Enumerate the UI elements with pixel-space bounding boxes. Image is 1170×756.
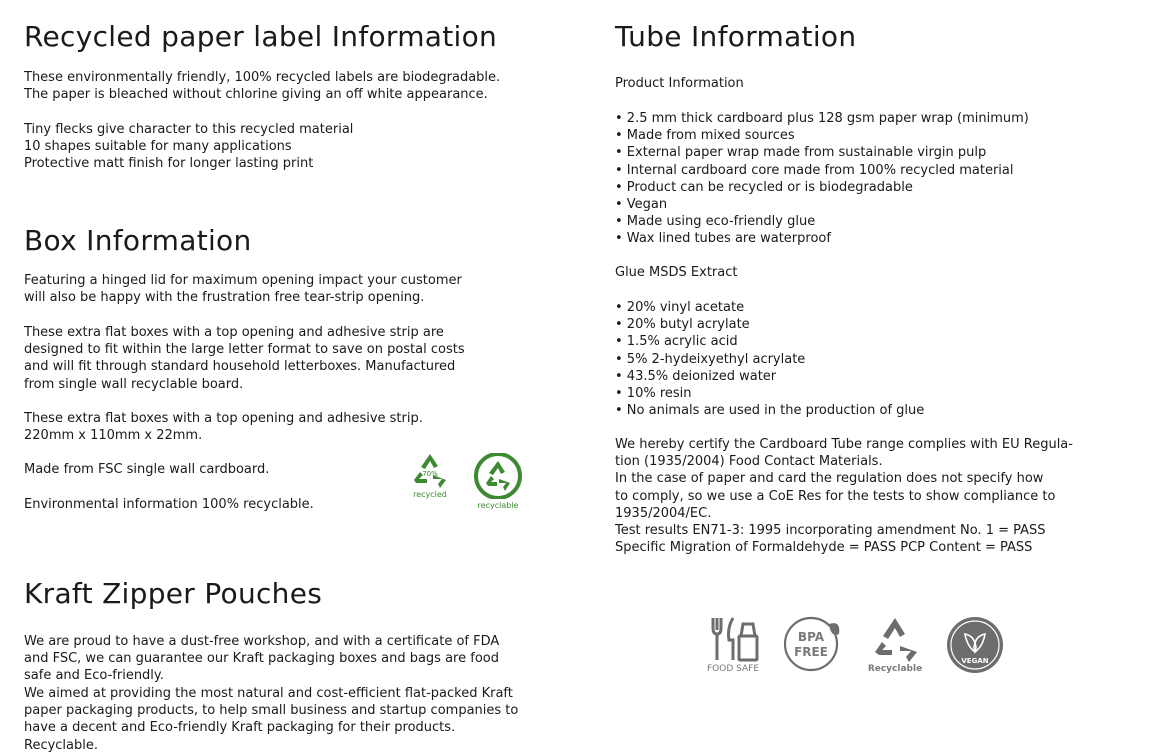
text-line: paper packaging products, to help small business and startup companies to bbox=[24, 703, 519, 719]
text-line: and will fit through standard household letterboxes. Manufactured bbox=[24, 359, 456, 375]
box-paragraph-3 bbox=[24, 410, 423, 444]
recycled-70-icon bbox=[408, 452, 452, 490]
bpa-free-badge bbox=[783, 616, 843, 676]
text-line: We hereby certify the Cardboard Tube range complies with EU Regula- bbox=[615, 437, 1073, 452]
list-item: • Vegan bbox=[615, 197, 668, 213]
text-line: 220mm x 110mm x 22mm. bbox=[24, 428, 203, 444]
text-line: designed to fit within the large letter format to save on postal costs bbox=[24, 342, 465, 358]
box-paragraph-2 bbox=[24, 324, 465, 393]
recycled-label-paragraph-1 bbox=[24, 69, 500, 103]
recyclable-icon bbox=[865, 614, 925, 664]
vegan-badge bbox=[945, 616, 1005, 676]
text-line: 10 shapes suitable for many applications bbox=[24, 139, 292, 155]
text-line: Protective matt finish for longer lasting print bbox=[24, 156, 314, 172]
bpa-label: BPA bbox=[797, 630, 825, 644]
recyclable-badge bbox=[472, 453, 524, 513]
list-item: • 43.5% deionized water bbox=[615, 368, 777, 384]
box-paragraph-1 bbox=[24, 272, 462, 306]
vegan-label: VEGAN bbox=[961, 657, 989, 665]
tube-badges bbox=[703, 614, 1023, 680]
text-line: tion (1935/2004) Food Contact Materials. bbox=[615, 454, 883, 470]
kraft-paragraph-2 bbox=[24, 685, 518, 754]
text-line: These environmentally friendly, 100% recycled labels are biodegradable. bbox=[24, 70, 501, 85]
glue-list bbox=[615, 299, 924, 419]
text-line: The paper is bleached without chlorine giving an off white appearance. bbox=[24, 87, 488, 103]
text-line: Test results EN71-3: 1995 incorporating amendment No. 1 = PASS bbox=[615, 523, 1046, 539]
bpa-free-icon bbox=[783, 616, 843, 672]
text-line: Featuring a hinged lid for maximum opening impact your customer bbox=[24, 273, 462, 288]
text-line: We are proud to have a dust-free workshop, and with a certificate of FDA bbox=[24, 634, 500, 649]
certification-text bbox=[615, 436, 1073, 556]
list-item: • 20% vinyl acetate bbox=[615, 300, 745, 315]
list-item: • 1.5% acrylic acid bbox=[615, 334, 738, 350]
text-line: to comply, so we use a CoE Res for the tests to show compliance to bbox=[615, 488, 1056, 504]
text-line: We aimed at providing the most natural and cost-efficient flat-packed Kraft bbox=[24, 686, 513, 701]
list-item: • Made using eco-friendly glue bbox=[615, 214, 816, 230]
recycled-70-badge bbox=[408, 452, 452, 502]
text-line: and FSC, we can guarantee our Kraft packaging boxes and bags are food bbox=[24, 651, 499, 667]
text-line: from single wall recyclable board. bbox=[24, 376, 244, 392]
list-item: • Product can be recycled or is biodegradable bbox=[615, 179, 913, 195]
text-line: safe and Eco-friendly. bbox=[24, 668, 164, 684]
box-paragraph-5: Environmental information 100% recyclable. bbox=[24, 497, 314, 512]
box-title: Box Information bbox=[24, 224, 252, 257]
list-item: • 5% 2-hydeixyethyl acrylate bbox=[615, 351, 806, 367]
product-info-list bbox=[615, 110, 1029, 248]
list-item: • Wax lined tubes are waterproof bbox=[615, 231, 831, 247]
free-label: FREE bbox=[794, 645, 828, 659]
food-safe-badge bbox=[703, 614, 763, 678]
text-line: Recyclable. bbox=[24, 737, 99, 753]
text-line: 1935/2004/EC. bbox=[615, 505, 712, 521]
list-item: • 20% butyl acrylate bbox=[615, 317, 750, 333]
list-item: • 2.5 mm thick cardboard plus 128 gsm paper wrap (minimum) bbox=[615, 111, 1029, 126]
text-line: These extra flat boxes with a top opening and adhesive strip. bbox=[24, 411, 423, 426]
recycled-label-title: Recycled paper label Information bbox=[24, 20, 498, 53]
tube-title: Tube Information bbox=[615, 20, 857, 53]
kraft-title: Kraft Zipper Pouches bbox=[24, 577, 323, 610]
list-item: • No animals are used in the production of glue bbox=[615, 403, 925, 419]
recyclable-gray-badge bbox=[865, 614, 925, 678]
kraft-paragraph-1 bbox=[24, 633, 499, 685]
glue-heading: Glue MSDS Extract bbox=[615, 265, 738, 280]
text-line: have a decent and Eco-friendly Kraft packaging for their products. bbox=[24, 720, 456, 736]
recycled-percent: 70% bbox=[422, 470, 438, 478]
list-item: • 10% resin bbox=[615, 386, 692, 402]
vegan-icon bbox=[945, 616, 1005, 674]
list-item: • Internal cardboard core made from 100% recycled material bbox=[615, 162, 1014, 178]
product-info-heading: Product Information bbox=[615, 76, 744, 91]
text-line: In the case of paper and card the regulation does not specify how bbox=[615, 471, 1044, 487]
text-line: Specific Migration of Formaldehyde = PASS PCP Content = PASS bbox=[615, 540, 1033, 556]
food-safe-icon bbox=[703, 614, 763, 664]
text-line: Tiny flecks give character to this recycled material bbox=[24, 122, 354, 137]
text-line: will also be happy with the frustration free tear-strip opening. bbox=[24, 290, 425, 306]
list-item: • External paper wrap made from sustainable virgin pulp bbox=[615, 145, 987, 161]
recycled-label: recycled bbox=[413, 490, 447, 499]
food-safe-label: FOOD SAFE bbox=[706, 664, 760, 674]
recyclable-label: recyclable bbox=[477, 501, 519, 510]
list-item: • Made from mixed sources bbox=[615, 128, 795, 144]
recyclable-icon bbox=[472, 453, 524, 499]
recycled-label-paragraph-2 bbox=[24, 121, 353, 173]
recyclable-gray-label: Recyclable bbox=[867, 664, 923, 674]
text-line: These extra flat boxes with a top opening and adhesive strip are bbox=[24, 325, 444, 340]
box-paragraph-4: Made from FSC single wall cardboard. bbox=[24, 462, 270, 477]
